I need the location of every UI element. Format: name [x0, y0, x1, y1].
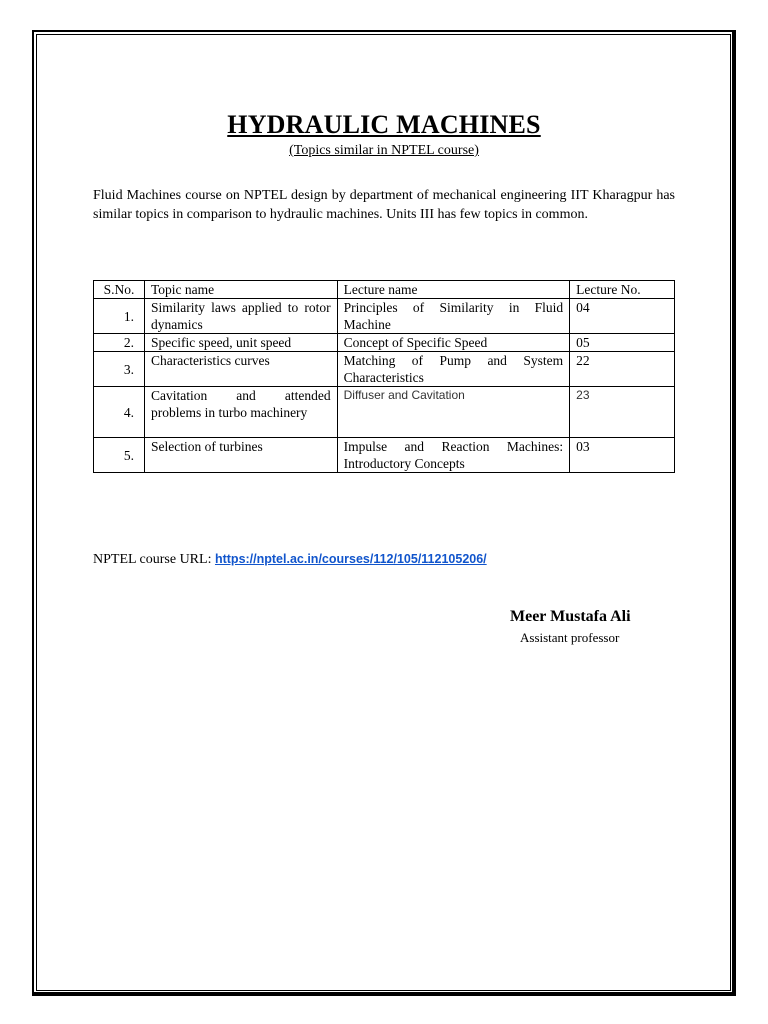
row-sno: 1.: [94, 299, 145, 334]
course-url-line: [93, 552, 487, 568]
signature-role: Assistant professor: [520, 630, 620, 645]
document-subtitle: (Topics similar in NPTEL course): [289, 143, 479, 158]
course-url-link[interactable]: https://nptel.ac.in/courses/112/105/112105206/: [214, 552, 487, 566]
row-lecture: Concept of Specific Speed: [337, 334, 570, 352]
table-header-row: [94, 281, 675, 299]
table-row: [94, 299, 675, 334]
row-sno: 4.: [94, 387, 145, 438]
topics-table: [93, 280, 675, 473]
table-row: [94, 387, 675, 438]
table-row: [94, 438, 675, 473]
intro-paragraph: Fluid Machines course on NPTEL design by department of mechanical engineering IIT Kharagpur has similar topics in comparison to hydraulic machines. Units III has few topics in common.: [93, 188, 675, 222]
row-sno: 2.: [94, 334, 145, 352]
row-lecture: Diffuser and Cavitation: [337, 387, 570, 438]
row-topic: Similarity laws applied to rotor dynamics: [144, 299, 337, 334]
header-lecture-name: Lecture name: [337, 281, 570, 299]
row-topic: Specific speed, unit speed: [144, 334, 337, 352]
row-topic: Characteristics curves: [144, 352, 337, 387]
table-row: [94, 334, 675, 352]
row-lecture-no: 03: [570, 438, 675, 473]
row-topic: Selection of turbines: [144, 438, 337, 473]
row-sno: 5.: [94, 438, 145, 473]
row-lecture-no: 04: [570, 299, 675, 334]
table-row: [94, 352, 675, 387]
row-lecture-no: 05: [570, 334, 675, 352]
row-lecture-no: 22: [570, 352, 675, 387]
row-topic: Cavitation and attended problems in turbo machinery: [144, 387, 337, 438]
page-border-inner: [36, 34, 731, 991]
row-lecture: Impulse and Reaction Machines: Introductory Concepts: [337, 438, 570, 473]
row-lecture: Principles of Similarity in Fluid Machine: [337, 299, 570, 334]
signature-name: Meer Mustafa Ali: [510, 608, 631, 625]
row-lecture: Matching of Pump and System Characteristics: [337, 352, 570, 387]
row-sno: 3.: [94, 352, 145, 387]
header-sno: S.No.: [94, 281, 145, 299]
header-lecture-no: Lecture No.: [570, 281, 675, 299]
course-url-label: NPTEL course URL:: [93, 552, 215, 567]
row-lecture-no: 23: [570, 387, 675, 438]
document-title: HYDRAULIC MACHINES: [227, 110, 541, 139]
header-topic-name: Topic name: [144, 281, 337, 299]
